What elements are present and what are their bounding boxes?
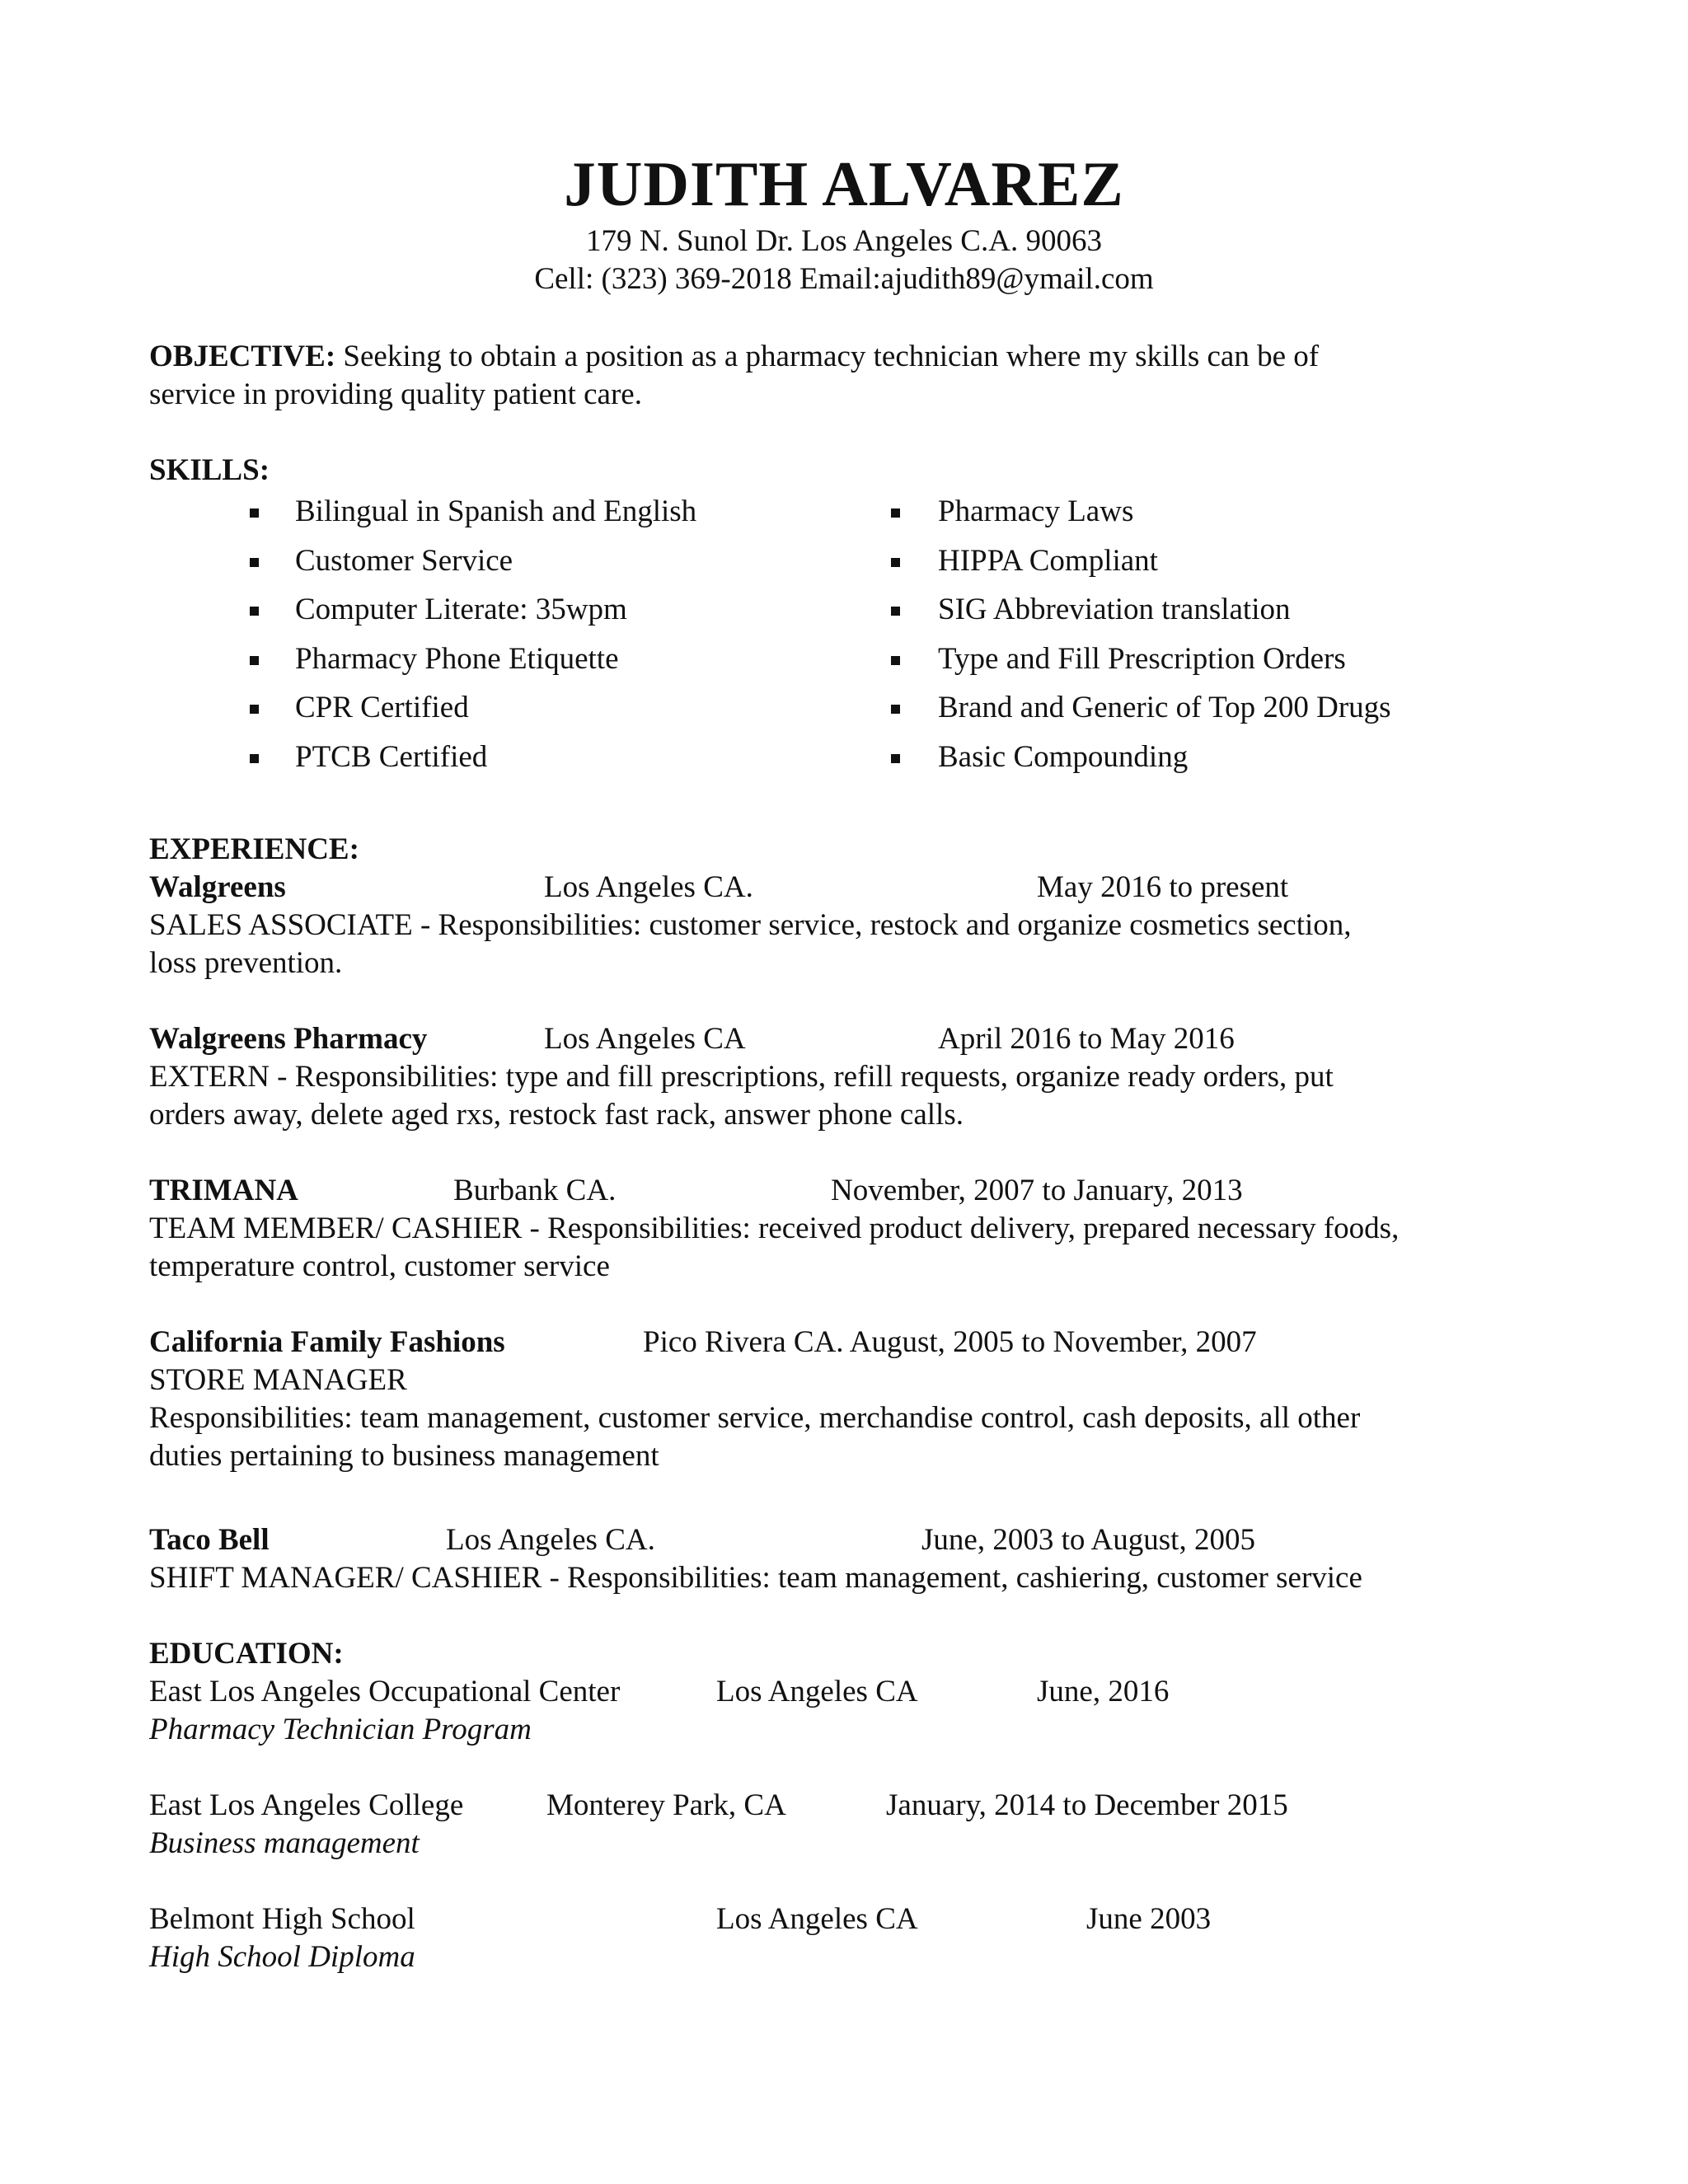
skill-item: HIPPA Compliant	[938, 544, 1158, 578]
skill-item: Pharmacy Laws	[938, 494, 1134, 528]
job-employer: California Family Fashions	[149, 1325, 505, 1359]
job-location: Los Angeles CA.	[544, 870, 753, 904]
school-dates: January, 2014 to December 2015	[886, 1788, 1288, 1822]
contact-line: Cell: (323) 369-2018 Email:ajudith89@ymail.com	[534, 262, 1154, 296]
school-program: High School Diploma	[149, 1940, 415, 1974]
job-employer: Walgreens Pharmacy	[149, 1022, 428, 1056]
experience-heading: EXPERIENCE:	[149, 832, 359, 866]
school-location: Los Angeles CA	[716, 1902, 918, 1936]
job-description-line: TEAM MEMBER/ CASHIER - Responsibilities: received product delivery, prepared necessary foods,	[149, 1212, 1400, 1245]
school-name: East Los Angeles College	[149, 1788, 464, 1822]
skill-item: CPR Certified	[295, 691, 469, 724]
job-employer: Taco Bell	[149, 1523, 270, 1557]
job-description-line: SALES ASSOCIATE - Responsibilities: customer service, restock and organize cosmetics section,	[149, 908, 1352, 942]
job-dates: November, 2007 to January, 2013	[831, 1174, 1243, 1207]
skill-item: Computer Literate: 35wpm	[295, 593, 627, 626]
bullet-icon	[250, 656, 259, 665]
skills-heading: SKILLS:	[149, 453, 270, 487]
job-description-line: orders away, delete aged rxs, restock fast rack, answer phone calls.	[149, 1098, 964, 1132]
job-dates: April 2016 to May 2016	[938, 1022, 1235, 1056]
job-location: Burbank CA.	[453, 1174, 617, 1207]
bullet-icon	[250, 558, 259, 567]
bullet-icon	[891, 705, 900, 714]
job-location: Los Angeles CA	[544, 1022, 746, 1056]
applicant-name: JUDITH ALVAREZ	[564, 148, 1124, 219]
bullet-icon	[891, 656, 900, 665]
school-name: East Los Angeles Occupational Center	[149, 1675, 621, 1708]
address-line: 179 N. Sunol Dr. Los Angeles C.A. 90063	[586, 224, 1102, 258]
objective-label: OBJECTIVE:	[149, 340, 336, 373]
skill-item: Type and Fill Prescription Orders	[938, 642, 1346, 676]
job-description-line: temperature control, customer service	[149, 1249, 610, 1283]
school-program: Business management	[149, 1826, 420, 1860]
job-description-line: STORE MANAGER	[149, 1363, 407, 1397]
skill-item: Basic Compounding	[938, 740, 1189, 774]
education-heading: EDUCATION:	[149, 1637, 344, 1671]
bullet-icon	[891, 558, 900, 567]
school-location: Monterey Park, CA	[546, 1788, 786, 1822]
skill-item: Brand and Generic of Top 200 Drugs	[938, 691, 1391, 724]
job-dates: August, 2005 to November, 2007	[849, 1325, 1257, 1359]
bullet-icon	[250, 705, 259, 714]
objective-text-2: service in providing quality patient care.	[149, 377, 642, 411]
job-location: Los Angeles CA.	[446, 1523, 655, 1557]
job-description-line: duties pertaining to business management	[149, 1439, 659, 1473]
objective-text-1: Seeking to obtain a position as a pharmacy technician where my skills can be of	[335, 340, 1320, 373]
skill-item: Pharmacy Phone Etiquette	[295, 642, 619, 676]
skill-item: PTCB Certified	[295, 740, 488, 774]
school-dates: June 2003	[1086, 1902, 1212, 1936]
bullet-icon	[891, 754, 900, 763]
skill-item: Customer Service	[295, 544, 513, 578]
objective-line-1	[149, 338, 1319, 376]
bullet-icon	[891, 607, 900, 616]
job-location: Pico Rivera CA. August, 2005 to November, 2007	[643, 1325, 1257, 1359]
job-employer: Walgreens	[149, 870, 286, 904]
school-dates: June, 2016	[1037, 1675, 1170, 1708]
job-employer: TRIMANA	[149, 1174, 298, 1207]
school-name: Belmont High School	[149, 1902, 415, 1936]
job-description-line: loss prevention.	[149, 946, 343, 980]
job-description-line: SHIFT MANAGER/ CASHIER - Responsibilities: team management, cashiering, customer service	[149, 1561, 1362, 1595]
bullet-icon	[891, 509, 900, 518]
school-program: Pharmacy Technician Program	[149, 1713, 532, 1746]
job-description-line: EXTERN - Responsibilities: type and fill prescriptions, refill requests, organize ready orders, put	[149, 1060, 1334, 1094]
skill-item: SIG Abbreviation translation	[938, 593, 1291, 626]
school-location: Los Angeles CA	[716, 1675, 918, 1708]
skill-item: Bilingual in Spanish and English	[295, 494, 697, 528]
job-dates: June, 2003 to August, 2005	[921, 1523, 1255, 1557]
bullet-icon	[250, 754, 259, 763]
job-dates: May 2016 to present	[1037, 870, 1289, 904]
bullet-icon	[250, 607, 259, 616]
job-description-line: Responsibilities: team management, customer service, merchandise control, cash deposits, all other	[149, 1401, 1361, 1435]
bullet-icon	[250, 509, 259, 518]
